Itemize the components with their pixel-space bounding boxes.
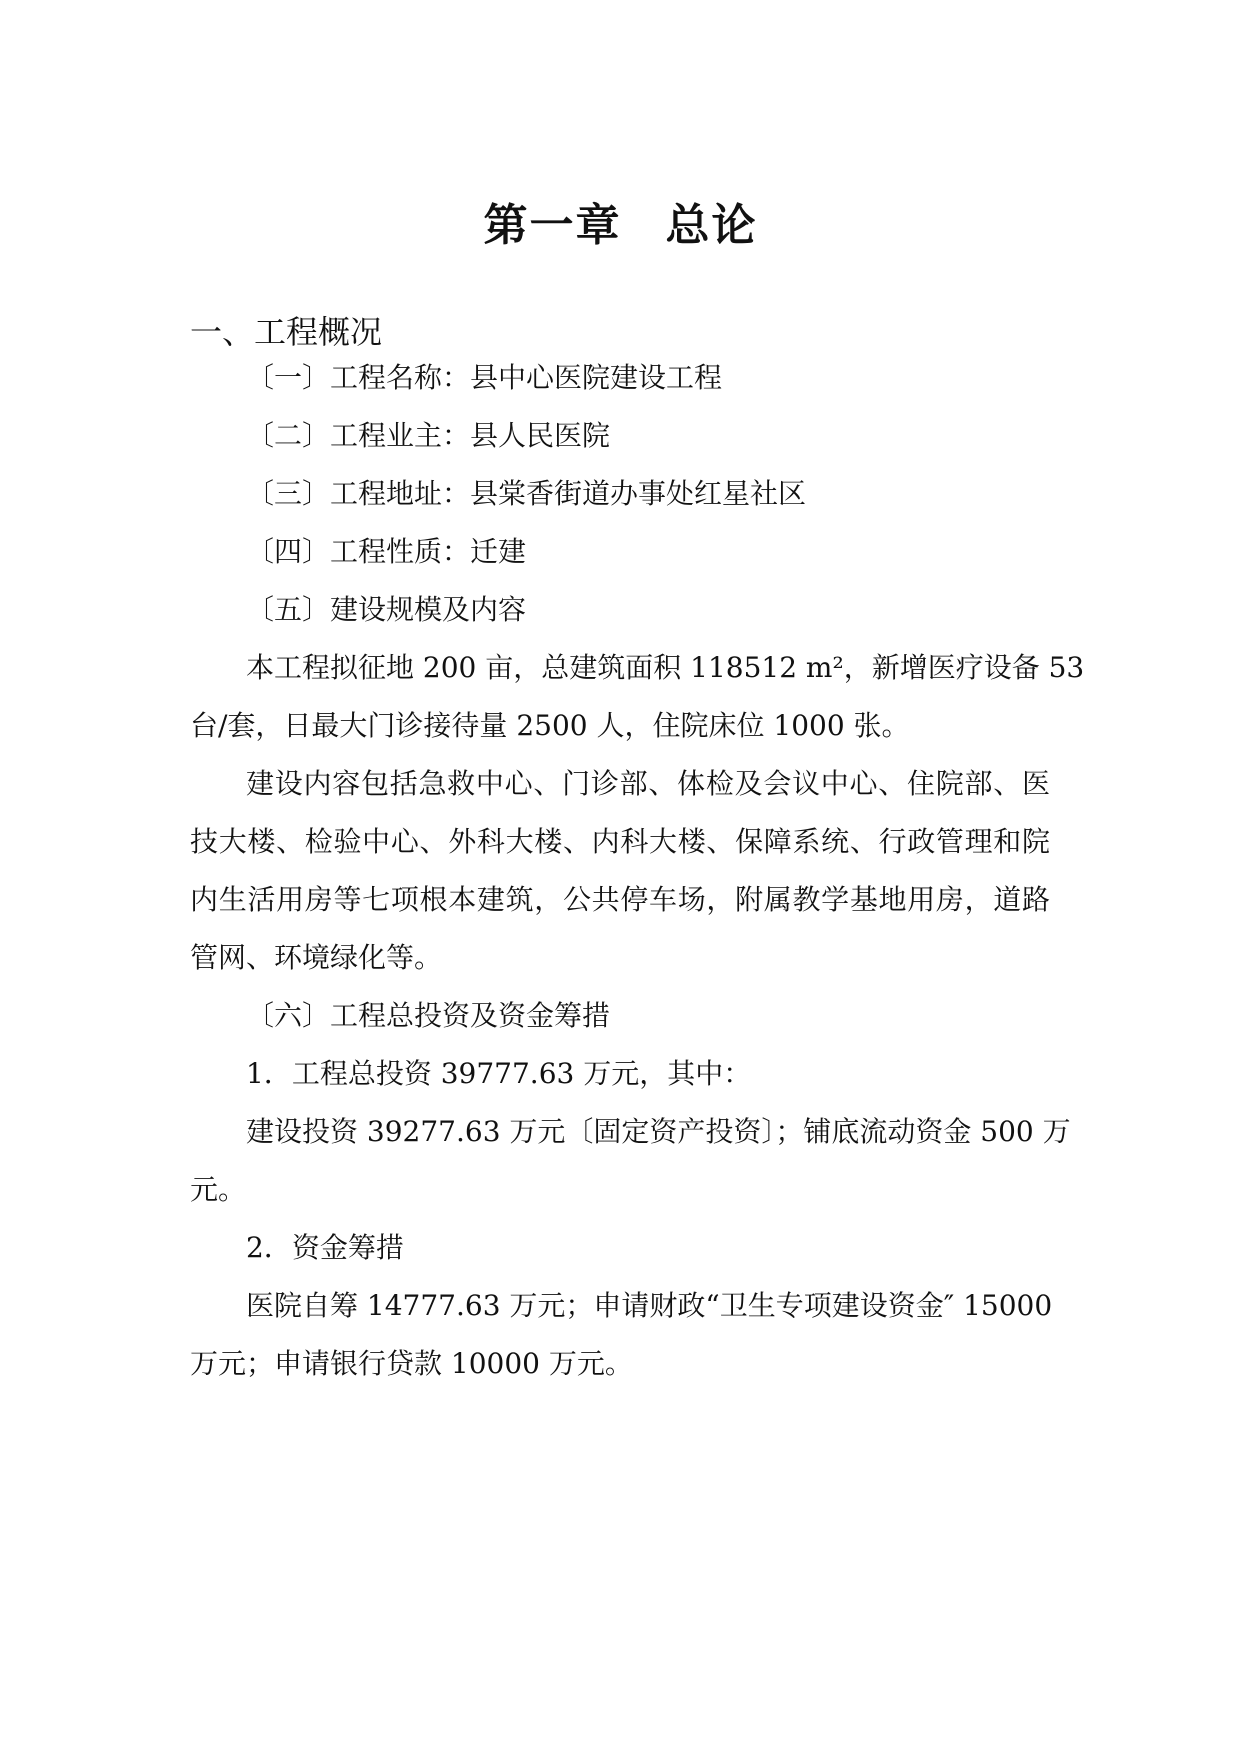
scale-paragraph-1-line-1: 本工程拟征地 200 亩，总建筑面积 118512 m²，新增医疗设备 53 bbox=[246, 651, 1085, 684]
section-heading: 一、工程概况 bbox=[190, 313, 383, 351]
chapter-title bbox=[0, 196, 1241, 256]
scale-heading: 〔五〕建设规模及内容 bbox=[246, 593, 527, 626]
scale-paragraph-1-line-2: 台/套，日最大门诊接待量 2500 人，住院床位 1000 张。 bbox=[190, 709, 910, 742]
project-nature-line: 〔四〕工程性质：迁建 bbox=[246, 535, 527, 568]
funding-heading: 2．资金筹措 bbox=[246, 1231, 404, 1264]
investment-detail-line-2: 元。 bbox=[190, 1173, 247, 1206]
chapter-name: 总论 bbox=[665, 200, 758, 251]
scale-paragraph-2-line-4: 管网、环境绿化等。 bbox=[190, 941, 443, 974]
investment-heading: 〔六〕工程总投资及资金筹措 bbox=[246, 999, 611, 1032]
scale-paragraph-2-line-1: 建设内容包括急救中心、门诊部、体检及会议中心、住院部、医 bbox=[246, 767, 1050, 800]
project-owner-line: 〔二〕工程业主：县人民医院 bbox=[246, 419, 611, 452]
scale-paragraph-2-line-3: 内生活用房等七项根本建筑，公共停车场，附属教学基地用房，道路 bbox=[190, 883, 1050, 916]
project-address-line: 〔三〕工程地址：县棠香街道办事处红星社区 bbox=[246, 477, 807, 510]
scale-paragraph-2-line-2: 技大楼、检验中心、外科大楼、内科大楼、保障系统、行政管理和院 bbox=[190, 825, 1050, 858]
investment-detail-line-1: 建设投资 39277.63 万元〔固定资产投资〕；铺底流动资金 500 万 bbox=[246, 1115, 1071, 1148]
project-name-line: 〔一〕工程名称：县中心医院建设工程 bbox=[246, 361, 723, 394]
funding-detail-line-2: 万元；申请银行贷款 10000 万元。 bbox=[190, 1347, 633, 1380]
funding-detail-line-1: 医院自筹 14777.63 万元；申请财政“卫生专项建设资金″ 15000 bbox=[246, 1289, 1053, 1322]
total-investment-line: 1．工程总投资 39777.63 万元，其中： bbox=[246, 1057, 752, 1090]
chapter-number: 第一章 bbox=[483, 200, 622, 251]
